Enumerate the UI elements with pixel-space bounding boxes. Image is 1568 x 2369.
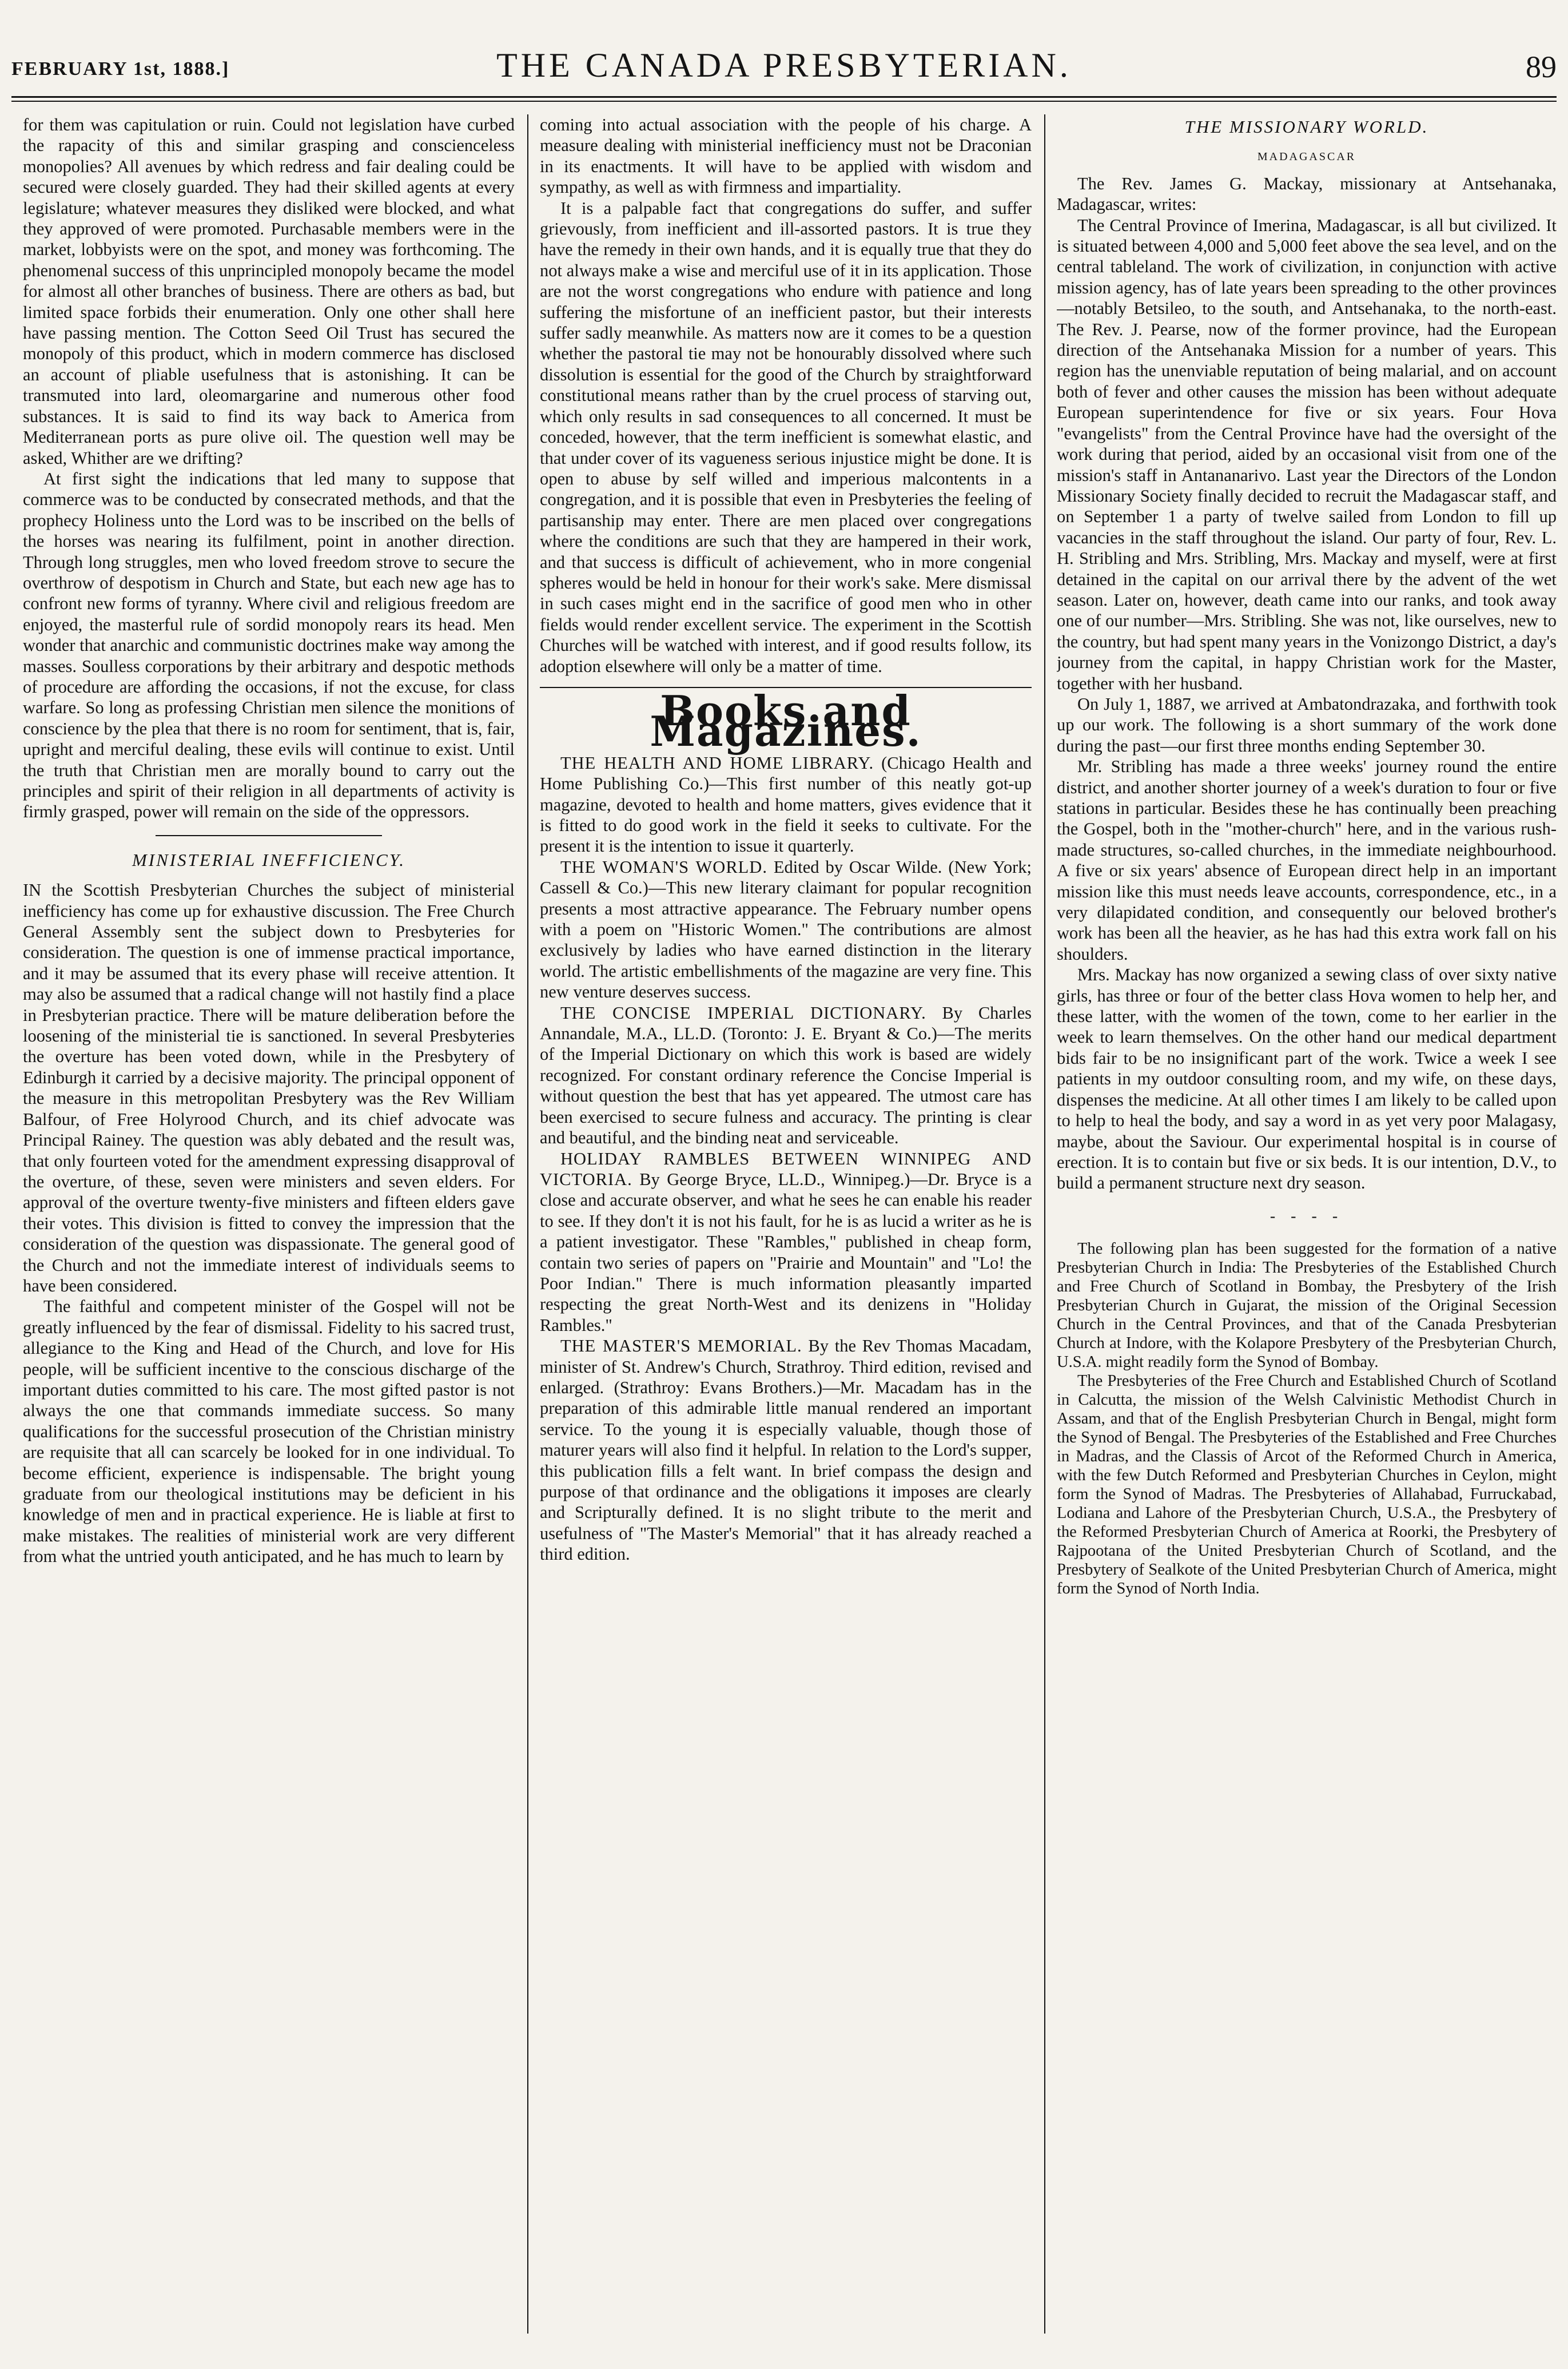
section-subheading: MADAGASCAR [1257, 150, 1356, 164]
paragraph: IN the Scottish Presbyterian Churches the subject of ministerial inefficiency has come up for exhaustive discussion. The Free Church General Assembly sent the subject down to Presbyteries for consideration. The question is one of immense practical importance, and it may be assumed that its every phase will receive attention. It may also be assumed that a radical change will not hastily find a place in Presbyterian practice. There will be mature deliberation before the loosening of the ministerial tie is sanctioned. In several Presbyteries the overture has been voted down, while in the Presbytery of Edinburgh it carried by a decisive majority. The principal opponent of the measure in this metropolitan Presbytery was the Rev William Balfour, of Free Holyrood Church, and its chief advocate was Principal Rainey. The question was ably debated and the result was, that only fourteen voted for the amendment expressing disapproval of the overture, of these, seven were ministers and seven elders. For approval of the overture twenty-five ministers and fifteen elders gave their votes. This division is fitted to convey the impression that the consideration of the question was dispassionate. The general good of the Church and not the immediate interest of individuals seems to have been considered. [23, 880, 515, 1295]
review-title: HOLIDAY RAMBLES BETWEEN WINNIPEG AND VICTORIA. [540, 1148, 1032, 1189]
paragraph: for them was capitulation or ruin. Could not legislation have curbed the rapacity of this and similar grasping and conscienceless monopolies? All avenues by which redress and fair dealing could be secured were closely guarded. They had their skilled agents at every legislature; whatever measures they disliked were blocked, and what they approved of were promoted. Purchasable members were in the market, lobbyists were on the spot, and money was forthcoming. The phenomenal success of this unprincipled monopoly became the model for almost all other branches of business. There are others as bad, but limited space forbids their enumeration. Only one other shall here have passing mention. The Cotton Seed Oil Trust has secured the monopoly of this product, which in modern commerce has disclosed an account of pliable usefulness that is astonishing. It can be transmuted into lard, oleomargarine and numerous other food substances. It is said to find its way back to America from Mediterranean ports as pure olive oil. The question well may be asked, Whither are we drifting? [23, 115, 515, 468]
review-item [540, 857, 1032, 1003]
review-title: THE HEALTH AND HOME LIBRARY. [560, 753, 874, 773]
paragraph: It is a palpable fact that congregations do suffer, and suffer grievously, from inefficient and ill-assorted pastors. It is true they have the remedy in their own hands, and it is equally true that they do not always make a wise and merciful use of it in its application. Those are not the worst congregations who endure with patience and long suffering the misfortune of an inefficient pastor, but their interests suffer sadly meanwhile. As matters now are it comes to be a question whether the pastoral tie may not be honourably dissolved where such dissolution is essential for the good of the Church by straightforward constitutional means rather than by the cruel process of starving out, which only results in sad consequences to all concerned. It must be conceded, however, that the term inefficient is somewhat elastic, and that under cover of its vagueness serious injustice might be done. It is open to abuse by self willed and imperious malcontents in a congregation, and it is possible that even in Presbyteries the feeling of partisanship may enter. There are men placed over congregations where the conditions are such that they are hampered in their work, and that success is difficult of achievement, who in more congenial spheres would be held in honour for their work's sake. Mere dismissal in such cases might end in the sacrifice of good men who in other fields would render excellent service. The experiment in the Scottish Churches will be watched with interest, and if good results follow, its adoption elsewhere will only be a matter of time. [540, 198, 1032, 676]
masthead [11, 46, 1557, 92]
paragraph: Mr. Stribling has made a three weeks' journey round the entire district, and another shorter journey of a week's duration to four or five stations in particular. Besides these he has continually been preaching the Gospel, both in the "mother-church" here, and in the various rush-made structures, so-called churches, in the immediate neighbourhood. A five or six years' absence of European direct help in an important mission like this must needs leave accounts, correspondence, etc., in a very dilapidated condition, and consequently our beloved brother's work has been all the heavier, as he has had this extra work fall on his shoulders. [1057, 757, 1557, 964]
small-print-block [1057, 1239, 1557, 1598]
paragraph: The Presbyteries of the Free Church and Established Church of Scotland in Calcutta, the mission of the Welsh Calvinistic Methodist Church in Assam, and that of the English Presbyterian Church in Bengal, might form the Synod of Bengal. The Presbyteries of the Established and Free Churches in Madras, and the Classis of Arcot of the Reformed Church in America, with the few Dutch Reformed and Presbyterian Churches in Ceylon, might form the Synod of Madras. The Presbyteries of Allahabad, Furruckabad, Lodiana and Lahore of the Presbyterian Church, U.S.A., the Presbytery of the Reformed Presbyterian Church of America at Roorki, the Presbytery of Rajpootana of the United Presbyterian Church of Scotland, and the Presbytery of Sealkote of the United Presbyterian Church of America, might form the Synod of North India. [1057, 1372, 1557, 1598]
issue-date: FEBRUARY 1st, 1888.] [11, 58, 230, 80]
review-item [540, 1335, 1032, 1564]
section-heading: THE MISSIONARY WORLD. [1184, 117, 1429, 137]
paragraph: At first sight the indications that led many to suppose that commerce was to be conducted by consecrated methods, and that the prophecy Holiness unto the Lord was to be inscribed on the bells of the horses was nearing its fulfilment, point in another direction. Through long struggles, men who loved freedom strove to secure the overthrow of despotism in Church and State, but each new age has to confront new forms of tyranny. Where civil and religious freedom are enjoyed, the masterful rule of sordid monopoly rears its head. Men wonder that anarchic and communistic doctrines make way among the masses. Soulless corporations by their arbitrary and despotic methods of procedure are affording the occasions, if not the excuse, for class warfare. So long as professing Christian men silence the monitions of conscience by the plea that there is no room for sentiment, that is, fair, upright and merciful dealing, these evils will continue to exist. Until the truth that Christian men are morally bound to carry out the principles and spirit of their religion in all departments of activity is firmly grasped, power will remain on the side of the oppressors. [23, 468, 515, 822]
column-divider [527, 114, 528, 2334]
books-and-magazines-heading: Books and Magazines. [650, 686, 922, 756]
review-text: Edited by Oscar Wilde. (New York; Cassell & Co.)—This new literary claimant for popular recognition presents a most attractive appearance. The February number opens with a poem on "Historic Women." The contributions are almost exclusively by ladies who have earned distinction in the literary world. The artistic embellishments of the magazine are very fine. This new venture deserves success. [540, 857, 1032, 1002]
review-title: THE CONCISE IMPERIAL DICTIONARY. [560, 1003, 926, 1023]
review-text: By the Rev Thomas Macadam, minister of St. Andrew's Church, Strathroy. Third edition, revised and enlarged. (Strathroy: Evans Brothers.)—Mr. Macadam has in the preparation of this admirable little manual rendered an important service. To the young it is especially valuable, though those of maturer years will also find it helpful. In relation to the Lord's supper, this publication fills a felt want. In brief compass the design and purpose of that ordinance and the obligations it imposes are clearly and Scripturally defined. It is no slight tribute to the merit and usefulness of "The Master's Memorial" that it has already reached a third edition. [540, 1336, 1032, 1564]
page-number: 89 [1526, 50, 1557, 84]
review-title: THE MASTER'S MEMORIAL. [560, 1336, 802, 1356]
paragraph: The Rev. James G. Mackay, missionary at Antsehanaka, Madagascar, writes: [1057, 173, 1557, 214]
review-text: By George Bryce, LL.D., Winnipeg.)—Dr. Bryce is a close and accurate observer, and what he sees he can enable his reader to see. If they don't it is not his fault, for he is as lucid a writer as he is a patient investigator. These "Rambles," published in cheap form, contain two series of papers on "Prairie and Mountain" and "Lo! the Poor Indian." There is much information pleasantly imparted respecting the great North-West and its denizens in "Holiday Rambles." [540, 1169, 1032, 1335]
review-text: By Charles Annandale, M.A., LL.D. (Toronto: J. E. Bryant & Co.)—The merits of the Imperial Dictionary on which this work is based are widely recognized. For constant ordinary reference the Concise Imperial is without question the best that has yet appeared. The utmost care has been exercised to secure fulness and accuracy. The printing is clear and beautiful, and the binding neat and serviceable. [540, 1003, 1032, 1148]
paragraph: The faithful and competent minister of the Gospel will not be greatly influenced by the fear of dismissal. Fidelity to his sacred trust, allegiance to the King and Head of the Church, and love for His people, will be sufficient incentive to the conscious discharge of the important duties committed to his care. The most gifted pastor is not always the one that commands immediate success. So many qualifications for the successful prosecution of the Christian ministry are requisite that all can scarcely be looked for in one individual. To become efficient, experience is indispensable. The bright young graduate from our theological institutions may be deficient in his knowledge of men and in practical experience. He is liable at first to make mistakes. The realities of ministerial work are very different from what the untried youth anticipated, and he has much to learn by [23, 1297, 515, 1567]
review-item [540, 1148, 1032, 1336]
paragraph: coming into actual association with the people of his charge. A measure dealing with ministerial inefficiency must not be Draconian in its enactments. It will have to be applied with wisdom and sympathy, as well as with firmness and impartiality. [540, 115, 1032, 197]
section-divider: - - - - [1269, 1207, 1344, 1225]
column-divider [1044, 114, 1045, 2334]
review-item [540, 753, 1032, 857]
paragraph: The Central Province of Imerina, Madagascar, is all but civilized. It is situated between 4,000 and 5,000 feet above the sea level, and on the central tableland. The work of civilization, in conjunction with active mission agency, has of late years been spreading to the other provinces—notably Betsileo, to the south, and Antsehanaka, to the north-east. The Rev. J. Pearse, now of the former province, had the European direction of the Antsehanaka Mission for a number of years. This region has the unenviable reputation of being malarial, and on account both of fever and other causes the mission has been without adequate European superintendence for five or six years. Four Hova "evangelists" from the Central Province have had the oversight of the work during that period, aided by an occasional visit from one of the mission's staff in Antananarivo. Last year the Directors of the London Missionary Society finally decided to recruit the Madagascar staff, and on September 1 a party of twelve sailed from London to fill up vacancies in the staff throughout the island. Our party of four, Rev. L. H. Stribling and Mrs. Stribling, Mrs. Mackay and myself, were at first detained in the capital on our arrival there by the advent of the wet season. Later on, however, death came into our ranks, and took away one of our number—Mrs. Stribling. She was not, like ourselves, new to the country, but had spent many years in the Vonizongo District, a day's journey from the capital, in happy Christian work for the Master, together with her husband. [1057, 215, 1557, 693]
header-rule-thin [11, 101, 1557, 102]
review-item [540, 1003, 1032, 1148]
paragraph: On July 1, 1887, we arrived at Ambatondrazaka, and forthwith took up our work. The following is a short summary of the work done during the past—our first three months ending September 30. [1057, 694, 1557, 756]
paragraph: The following plan has been suggested for the formation of a native Presbyterian Church in India: The Presbyteries of the Established Church and Free Church of Scotland in Bombay, the Presbytery of the Irish Presbyterian Church in Gujarat, the mission of the Original Secession Church in the Central Provinces, and that of the Canada Presbyterian Church at Indore, with the Kolapore Presbytery of the Presbyterian Church, U.S.A. might readily form the Synod of Bombay. [1057, 1240, 1557, 1372]
section-rule [156, 835, 382, 836]
column-2 [540, 114, 1032, 2334]
publication-title: THE CANADA PRESBYTERIAN. [496, 46, 1072, 84]
review-text: (Chicago Health and Home Publishing Co.)—This first number of this neatly got-up magazine, devoted to health and home matters, gives evidence that it is fitted to do good work in the field it seeks to cultivate. For the present it is the intention to issue it quarterly. [540, 753, 1032, 856]
section-heading: MINISTERIAL INEFFICIENCY. [132, 849, 405, 870]
review-title: THE WOMAN'S WORLD. [560, 857, 767, 877]
column-3 [1057, 114, 1557, 2334]
column-1 [23, 114, 515, 2334]
header-rule [11, 96, 1557, 98]
paragraph: Mrs. Mackay has now organized a sewing class of over sixty native girls, has three or four of the better class Hova women to help her, and these latter, with the women of the town, come to her earlier in the week to learn themselves. On the other hand our medical department bids fair to be no insignificant part of the work. Twice a week I see patients in my outdoor consulting room, and my wife, on these days, dispenses the medicine. At all other times I am likely to be called upon to help to heal the body, and say a word in as yet very poor Malagasy, maybe, about the Saviour. Our experimental hospital is in course of erection. It is to contain but five or six beds. It is our intention, D.V., to build a permanent structure next dry season. [1057, 965, 1557, 1193]
